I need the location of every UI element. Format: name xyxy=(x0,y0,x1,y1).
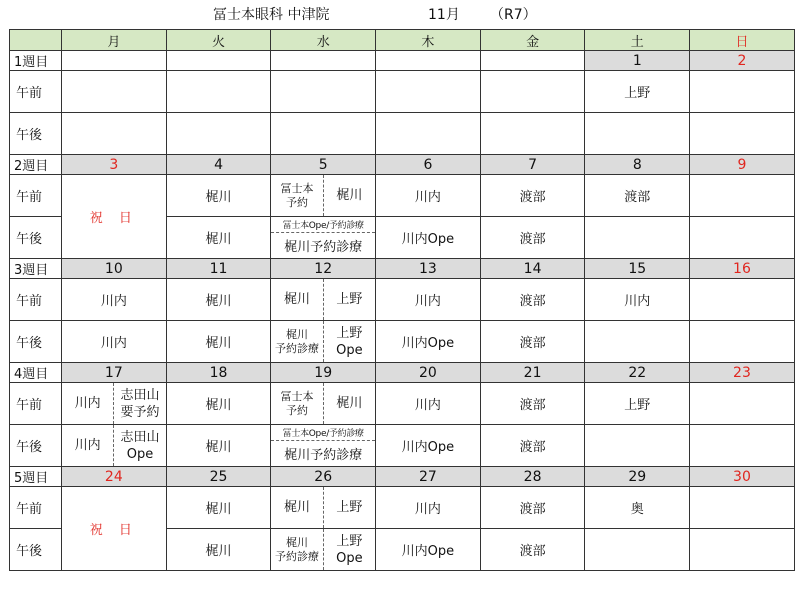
slot-sat xyxy=(585,321,690,363)
slot-doctor-right: 志田山 要予約 xyxy=(120,387,160,420)
pm-label: 午後 xyxy=(10,425,62,467)
slot-doctor-right: 上野 Ope xyxy=(336,325,363,358)
am-row xyxy=(10,383,795,425)
slot-tue xyxy=(166,113,271,155)
slot-thu: 川内Ope xyxy=(376,425,481,467)
slot-tue: 梶川 xyxy=(166,425,271,467)
slot-sat: 上野 xyxy=(585,383,690,425)
am-row xyxy=(10,175,795,217)
slot-thu: 川内Ope xyxy=(376,321,481,363)
slot-thu: 川内 xyxy=(376,383,481,425)
slot-sun xyxy=(690,425,795,467)
slot-tue: 梶川 xyxy=(166,383,271,425)
date-thu: 13 xyxy=(376,259,481,279)
weekday-wed: 水 xyxy=(271,30,376,51)
slot-thu: 川内Ope xyxy=(376,529,481,571)
date-sun: 16 xyxy=(690,259,795,279)
slot-mon: 川内 xyxy=(62,279,167,321)
slot-doctor: 梶川予約診療 xyxy=(284,448,363,463)
slot-thu: 川内 xyxy=(376,175,481,217)
slot-doctor-right: 志田山 Ope xyxy=(120,429,160,462)
holiday-cell xyxy=(62,487,167,571)
split-slot xyxy=(271,217,375,258)
pm-row xyxy=(10,321,795,363)
slot-mon xyxy=(62,383,167,425)
slot-thu: 川内Ope xyxy=(376,217,481,259)
week-label: 5週目 xyxy=(10,467,62,487)
am-label: 午前 xyxy=(10,279,62,321)
slot-doctor-left: 冨士本 予約 xyxy=(271,175,323,216)
slot-sun xyxy=(690,487,795,529)
pm-label: 午後 xyxy=(10,321,62,363)
date-sun: 23 xyxy=(690,363,795,383)
split-slot xyxy=(271,279,375,320)
date-sun: 30 xyxy=(690,467,795,487)
slot-sat: 川内 xyxy=(585,279,690,321)
date-mon: 10 xyxy=(62,259,167,279)
date-tue: 18 xyxy=(166,363,271,383)
date-sat: 15 xyxy=(585,259,690,279)
slot-doctor-left: 川内 xyxy=(62,383,114,424)
am-label: 午前 xyxy=(10,71,62,113)
date-wed: 5 xyxy=(271,155,376,175)
date-fri: 14 xyxy=(480,259,585,279)
pm-label: 午後 xyxy=(10,113,62,155)
date-thu: 6 xyxy=(376,155,481,175)
schedule-calendar xyxy=(9,29,795,571)
date-thu: 20 xyxy=(376,363,481,383)
slot-wed xyxy=(271,321,376,363)
date-tue: 25 xyxy=(166,467,271,487)
split-slot xyxy=(271,175,375,216)
date-wed: 26 xyxy=(271,467,376,487)
slot-fri xyxy=(480,113,585,155)
slot-wed xyxy=(271,425,376,467)
slot-doctor-left: 梶川 予約診療 xyxy=(271,529,323,570)
header-corner xyxy=(10,30,62,51)
slot-thu: 川内 xyxy=(376,279,481,321)
week-row-2 xyxy=(10,155,795,175)
slot-thu xyxy=(376,113,481,155)
slot-wed xyxy=(271,71,376,113)
am-row xyxy=(10,279,795,321)
slot-mon: 川内 xyxy=(62,321,167,363)
slot-fri: 渡部 xyxy=(480,175,585,217)
slot-fri: 渡部 xyxy=(480,487,585,529)
slot-sat xyxy=(585,425,690,467)
split-slot xyxy=(62,383,166,424)
slot-fri: 渡部 xyxy=(480,529,585,571)
slot-sat: 奥 xyxy=(585,487,690,529)
slot-thu: 川内 xyxy=(376,487,481,529)
weekday-sat: 土 xyxy=(585,30,690,51)
date-sat: 8 xyxy=(585,155,690,175)
slot-fri: 渡部 xyxy=(480,217,585,259)
split-slot xyxy=(62,425,166,466)
date-wed: 19 xyxy=(271,363,376,383)
era-label: （R7） xyxy=(490,7,537,23)
date-fri xyxy=(480,51,585,71)
weekday-thu: 木 xyxy=(376,30,481,51)
slot-doctor-left: 冨士本 予約 xyxy=(271,383,323,424)
slot-sat xyxy=(585,529,690,571)
slot-sun xyxy=(690,175,795,217)
date-tue xyxy=(166,51,271,71)
slot-sun xyxy=(690,279,795,321)
slot-tue: 梶川 xyxy=(166,217,271,259)
slot-wed xyxy=(271,279,376,321)
date-sun: 9 xyxy=(690,155,795,175)
slot-fri: 渡部 xyxy=(480,383,585,425)
slot-sun xyxy=(690,383,795,425)
weekday-tue: 火 xyxy=(166,30,271,51)
slot-tue: 梶川 xyxy=(166,175,271,217)
am-row xyxy=(10,71,795,113)
slot-fri: 渡部 xyxy=(480,279,585,321)
slot-doctor-right: 上野 xyxy=(336,500,363,515)
pm-label: 午後 xyxy=(10,529,62,571)
split-slot xyxy=(271,425,375,466)
date-sat: 29 xyxy=(585,467,690,487)
slot-mon xyxy=(62,71,167,113)
slot-note: 冨士本Ope/予約診療 xyxy=(271,217,375,233)
weekday-mon: 月 xyxy=(62,30,167,51)
slot-tue: 梶川 xyxy=(166,529,271,571)
week-label: 3週目 xyxy=(10,259,62,279)
date-sat: 22 xyxy=(585,363,690,383)
pm-row xyxy=(10,113,795,155)
date-wed xyxy=(271,51,376,71)
date-mon: 24 xyxy=(62,467,167,487)
slot-sun xyxy=(690,113,795,155)
slot-doctor-left: 川内 xyxy=(62,425,114,466)
date-mon: 17 xyxy=(62,363,167,383)
am-label: 午前 xyxy=(10,487,62,529)
am-label: 午前 xyxy=(10,175,62,217)
slot-doctor-right: 梶川 xyxy=(336,396,363,411)
week-row-3 xyxy=(10,259,795,279)
week-row-5 xyxy=(10,467,795,487)
slot-doctor-left: 梶川 xyxy=(271,487,323,528)
slot-doctor-left: 梶川 xyxy=(271,279,323,320)
date-thu: 27 xyxy=(376,467,481,487)
date-fri: 7 xyxy=(480,155,585,175)
slot-sat xyxy=(585,217,690,259)
slot-wed xyxy=(271,217,376,259)
week-label: 1週目 xyxy=(10,51,62,71)
slot-sat xyxy=(585,113,690,155)
date-fri: 28 xyxy=(480,467,585,487)
date-mon: 3 xyxy=(62,155,167,175)
split-slot xyxy=(271,321,375,362)
slot-doctor-right: 上野 xyxy=(336,292,363,307)
pm-row xyxy=(10,425,795,467)
slot-note: 冨士本Ope/予約診療 xyxy=(271,425,375,441)
slot-doctor-right: 梶川 xyxy=(336,188,363,203)
slot-wed xyxy=(271,529,376,571)
slot-doctor-right: 上野 Ope xyxy=(336,533,363,566)
split-slot xyxy=(271,529,375,570)
date-fri: 21 xyxy=(480,363,585,383)
slot-tue: 梶川 xyxy=(166,279,271,321)
weekday-fri: 金 xyxy=(480,30,585,51)
slot-wed xyxy=(271,113,376,155)
slot-tue: 梶川 xyxy=(166,321,271,363)
slot-thu xyxy=(376,71,481,113)
slot-fri xyxy=(480,71,585,113)
split-slot xyxy=(271,383,375,424)
weekday-sun: 日 xyxy=(690,30,795,51)
clinic-name: 冨士本眼科 中津院 xyxy=(213,7,330,23)
slot-sun xyxy=(690,71,795,113)
slot-sun xyxy=(690,321,795,363)
pm-label: 午後 xyxy=(10,217,62,259)
title-bar xyxy=(0,0,800,30)
slot-doctor: 梶川予約診療 xyxy=(284,240,363,255)
holiday-label: 祝 日 xyxy=(89,523,138,538)
week-row-4 xyxy=(10,363,795,383)
slot-sat: 上野 xyxy=(585,71,690,113)
slot-sun xyxy=(690,529,795,571)
slot-fri: 渡部 xyxy=(480,321,585,363)
week-row-1 xyxy=(10,51,795,71)
split-slot xyxy=(271,487,375,528)
date-sun: 2 xyxy=(690,51,795,71)
date-mon xyxy=(62,51,167,71)
slot-wed xyxy=(271,383,376,425)
week-label: 2週目 xyxy=(10,155,62,175)
slot-tue: 梶川 xyxy=(166,487,271,529)
date-tue: 11 xyxy=(166,259,271,279)
slot-tue xyxy=(166,71,271,113)
slot-mon xyxy=(62,425,167,467)
slot-mon xyxy=(62,113,167,155)
am-label: 午前 xyxy=(10,383,62,425)
slot-sun xyxy=(690,217,795,259)
date-wed: 12 xyxy=(271,259,376,279)
slot-fri: 渡部 xyxy=(480,425,585,467)
weekday-header-row xyxy=(10,30,795,51)
holiday-label: 祝 日 xyxy=(89,211,138,226)
am-row xyxy=(10,487,795,529)
slot-wed xyxy=(271,175,376,217)
date-sat: 1 xyxy=(585,51,690,71)
holiday-cell xyxy=(62,175,167,259)
slot-doctor-left: 梶川 予約診療 xyxy=(271,321,323,362)
slot-sat: 渡部 xyxy=(585,175,690,217)
date-tue: 4 xyxy=(166,155,271,175)
slot-wed xyxy=(271,487,376,529)
week-label: 4週目 xyxy=(10,363,62,383)
date-thu xyxy=(376,51,481,71)
month-label: 11月 xyxy=(428,7,460,23)
